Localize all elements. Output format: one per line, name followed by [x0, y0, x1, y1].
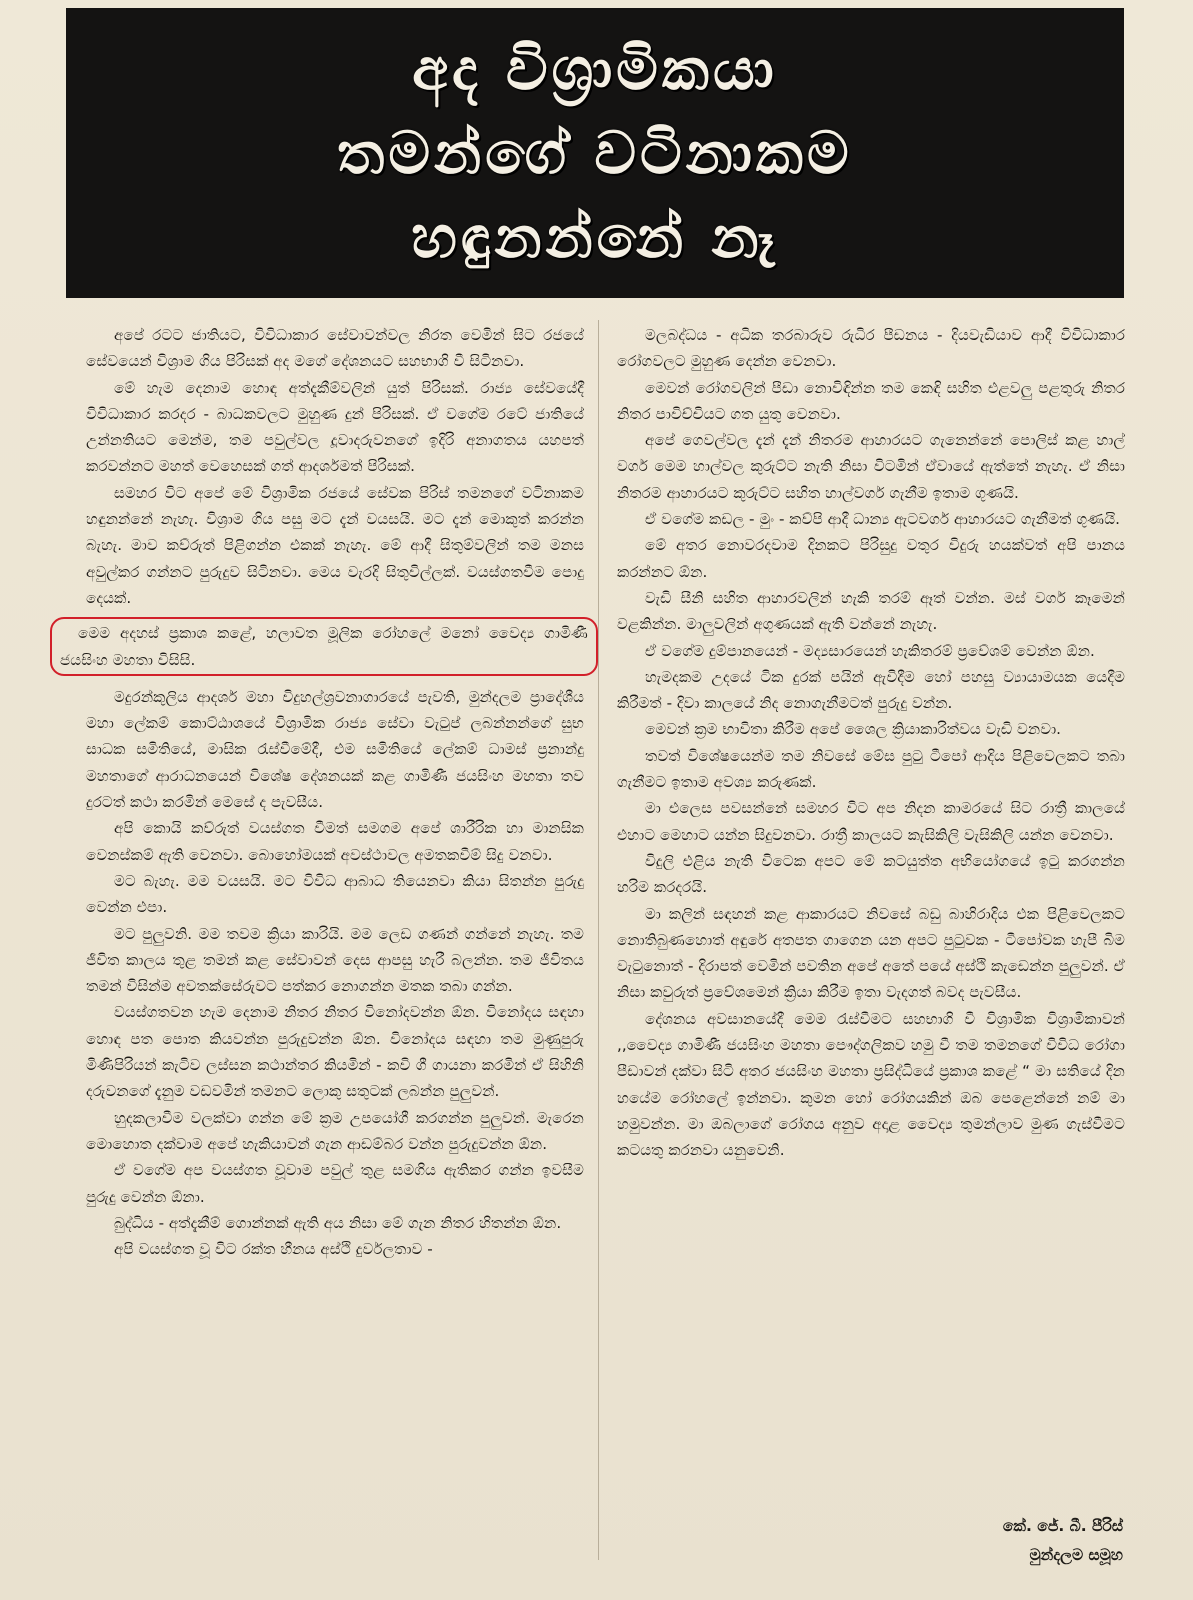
paragraph: ඒ වගේම දුම්පානයෙන් - මද්‍යසාරයෙන් හැකිතරම් ප්‍රවේශම් වෙන්න ඕන. — [645, 641, 1095, 660]
paragraph: වැඩි සීනි සහිත ආහාරවලින් හැකි තරම් ඈත් වන්න. මස් වර්ග කෑමෙන් වළකින්න. මාලුවලින් අගුණයක් ඇති වන්නේ නැහැ. — [617, 588, 1125, 634]
headline-line-3: හඳුනන්නේ නෑ — [411, 203, 779, 271]
paragraph: අපේ රටට ජාතියට, විවිධාකාර සේවාවන්වල නිරත වෙමින් සිට රජයේ සේවයෙන් විශ්‍රාම ගිය පිරිසක් අද මගේ දේශනයට සහභාගි වී සිටිනවා. — [86, 326, 584, 371]
paragraph: වයස්ගතවන හැම දෙනාම නිතර නිතර විනෝදවන්න ඕන. විනෝදය සඳහා හොඳ පත පොත කියවන්න පුරුදුවන්න ඕන. විනෝදය සඳහා තම මුණුපුරු මිණිපිරියන් කැටිව ලස්සන කථාන්තර කියමින් - කවි ගී ගායනා කරමින් ඒ සිහිනි දරුවනගේ දැනුම වඩවමින් තමනට ලොකු සතුටක් ලබන්න පුලුවන්. — [86, 1003, 584, 1101]
paragraph: මෙවන් ක්‍රම භාවිතා කිරීම අපේ ශෛල ක්‍රියාකාරිත්වය වැඩි වනවා. — [645, 720, 1062, 739]
byline-affiliation: මුන්දලම සමූහ — [1029, 1546, 1123, 1564]
paragraph: දේශනය අවසානයේදී මෙම රැස්වීමට සහභාගි වී විශ්‍රාමික විශ්‍රාමිකාවන් ,,වෛද්‍ය ගාමිණී ජයසිංහ මහතා පෞද්ගලිකව හමු වී තම තමනගේ විවිධ රෝගා පීඩාවන් දක්වා සිටි අතර ජයසිංහ මහතා ප්‍රසිද්ධියේ ප්‍රකාශ කළේ “ මා සතියේ දින හයේම රෝහලේ ඉන්නවා. කුමන හෝ රෝගයකින් ඔබ පෙළෙන්නේ නම් මා හමුවන්න. මා ඔබලාගේ රෝගය අනුව අදාළ වෛද්‍ය තුමන්ලාව මුණ ගැස්වීමට කටයතු කරනවා යනුවෙනි. — [617, 1009, 1125, 1160]
paragraph: විදුලි එළිය නැති විටෙක අපට මේ කටයුත්ත අභියෝගයේ ඉටු කරගන්න හරිම කරදරයි. — [617, 851, 1125, 897]
paragraph: තවත් විශේෂයෙන්ම තම නිවසේ මේස පුටු ටීපෝ ආදිය පිළිවෙලකට තබා ගැනීමට ඉතාම අවශ්‍ය කරුණක්. — [617, 746, 1125, 792]
headline-banner — [66, 8, 1124, 298]
paragraph: මෙවන් රෝගවලින් පීඩා නොවිඳින්න තම කෙඳි සහිත එළවලු පළතුරු නිතර නිතර පාවිච්චියට ගත යුතු වෙනවා. — [617, 378, 1125, 423]
paragraph: මට බැහැ. මම වයසයි. මට විවිධ ආබාධ තියෙනවා කියා සිතන්න පුරුදු වෙන්න එපා. — [86, 871, 584, 917]
paragraph: ඒ වගේම කඩල - මුං - කව්පි ආදී ධාන්‍ය ඇටවර්ග ආහාරයට ගැනීමත් ගුණයි. — [645, 510, 1120, 529]
paragraph: මේ අතර නොවරදවාම දිනකට පිරිසුදු වතුර විදුරු හයක්වත් අපි පානය කරන්නට ඕන. — [617, 536, 1125, 581]
paragraph: ඒ වගේම අප වයස්ගත වූවාම පවුල් තුළ සමගිය ඇතිකර ගන්න ඉවසීම පුරුදු වෙන්න ඕනා. — [86, 1161, 584, 1206]
column-divider — [598, 320, 599, 1560]
paragraph: අපි කොයි කව්රුත් වයස්ගත වීමත් සමගම අපේ ශාරීරික හා මානසික වෙනස්කම් ඇති වෙනවා. බොහෝමයක් අවස්ථාවල අමතකවීම් සිදු වනවා. — [86, 819, 584, 864]
paragraph: හුදකලාවීම වලක්වා ගන්න මේ ක්‍රම උපයෝගී කරගන්න පුලුවන්. මැරෙන මොහොත දක්වාම අපේ හැකියාවන් ගැන ආඩම්බර වන්න පුරුදුවන්න ඕන. — [86, 1108, 584, 1153]
highlighted-paragraph: මෙම අදහස් ප්‍රකාශ කළේ, හලාවත මූලික රෝහලේ මනෝ වෛද්‍ය ගාමිණී ජයසිංහ මහතා විසිසි. — [50, 617, 598, 676]
paragraph: මදුරන්කුලිය ආදර්ශ මහා විදුහල්ශ්‍රවනාගාරයේ පැවති, මුන්දලම ප්‍රාදේශීය මහා ලේකම් කොට්ඨාශයේ විශ්‍රාමික රාජ්‍ය සේවා වැටුප් ලබන්නන්ගේ සුභ සාධක සමිතියේ, මාසික රැස්වීමේදී, එම සමිතියේ ලේකම් ධාමස් ප්‍රනාන්දු මහතාගේ ආරාධනයෙන් විශේෂ දේශනයක් කළ ගාමිණී ජයසිංහ මහතා තව දුරටත් කථා කරමින් මෙසේ ද පැවසීය. — [86, 687, 584, 812]
paragraph: මලබද්ධය - අධික තරබාරුව රුධිර පීඩනය - දියවැඩියාව ආදී විවිධාකාර රෝගවලට මුහුණ දෙන්න වෙනවා. — [617, 326, 1125, 371]
paragraph: හැමදකම උදයේ ටික දුරක් පයින් ඇවිදීම හෝ පහසු ව්‍යායාමයක යෙදීම කිරීමත් - දිවා කාලයේ නිද නොගැනීමටත් පුරුදු වන්න. — [617, 667, 1125, 713]
paragraph: මේ හැම දෙනාම හොඳ අත්දැකීම්වලින් යුත් පිරිසක්. රාජ්‍ය සේවයේදී විවිධාකාර කරදර - බාධකවලට මුහුණ දුන් පිරිසක්. ඒ වගේම රටේ ජාතියේ උන්නතියට මෙන්ම, තම පවුල්වල දූවාදරුවනගේ ඉදිරි අනාගතය යහපත් කරවන්නට මහත් වෙහෙසක් ගත් ආදර්ශමත් පිරිසක්. — [86, 378, 584, 476]
paragraph: අපේ ගෙවල්වල දැන් දැන් නිතරම ආහාරයට ගැනෙන්නේ පොලිස් කළ හාල් වර්ග මෙම හාල්වල කුරුට්ට නැති නිසා විටමින් ඒවායේ ඇත්තේ නැහැ. ඒ නිසා නිතරම ආහාරයට කුරුට්ට සහිත හාල්වර්ග ගැනීම ඉතාම ගුණයි. — [617, 431, 1125, 502]
byline — [1003, 1512, 1123, 1570]
paragraph: මා එලෙස පවසන්නේ සමහර විට අප නිදන කාමරයේ සිට රාත්‍රී කාලයේ එහාට මෙහාට යන්න සිදුවනවා. රාත්‍රී කාලයට කැසිකිලි වැසිකිලි යන්න වෙනවා. — [617, 799, 1125, 844]
headline-line-1: අද විශ්‍රාමිකයා — [412, 35, 778, 103]
paragraph: සමහර විට අපේ මේ විශ්‍රාමික රජයේ සේවක පිරිස් තමනගේ වටිනාකම හඳුනන්නේ නැහැ. විශ්‍රාම ගිය පසු මට දැන් වයසයි. මට දැන් මොකුත් කරන්න බැහැ. මාව කව්රුත් පිළිගන්න එකක් නැහැ. මේ ආදී සිතුම්වලින් තම මනස අවුල්කර ගන්නට පුරුදුව සිටිනවා. මෙය වැරදි සිතුවිල්ලක්. වයස්ගතවීම පොදු දෙයක්. — [86, 483, 584, 607]
paragraph: බුද්ධිය - අත්දැකීම් ගොන්නක් ඇති අය නිසා මේ ගැන නිතර හිතන්න ඕන. — [114, 1213, 562, 1232]
right-column — [617, 322, 1125, 1542]
byline-author: කේ. ජේ. බී. පීරිස් — [1002, 1517, 1123, 1535]
paragraph: අපි වයස්ගත වූ විට රක්ත හීනය අස්ථි දුර්වලතාව - — [114, 1240, 433, 1259]
paragraph: මට පුලුවනි. මම තවම ක්‍රියා කාරියි. මම ලෙඩ ගණන් ගන්නේ නැහැ. තම ජීවිත කාලය තුළ තමන් කළ සේවාවන් දෙස ආපසු හැරී බලන්න. තම ජීවිතය තමන් විසින්ම අවතක්සේරුවට පත්කර නොගන්න මතක තබා ගන්න. — [86, 924, 584, 996]
paragraph: මා කලින් සඳහන් කළ ආකාරයට නිවසේ බඩු බාහිරාදිය එක පිළිවෙලකට නොතිබුණහොත් අඳුරේ අතපත ගාගෙන යන අපට පුටුවක - ටීපෝවක හැපී බිම වැටුනොත් - දිරාපත් වෙමින් පවතින අපේ අතේ පයේ අස්ථි කැඩෙන්න පුලුවන්. ඒ නිසා කවුරුත් ප්‍රවේශමෙන් ක්‍රියා කිරීම ඉතා වැදගත් බවද පැවසීය. — [617, 904, 1125, 1002]
left-column — [60, 322, 588, 1562]
headline-line-2: තමන්ගේ වටිනාකම — [337, 119, 853, 187]
